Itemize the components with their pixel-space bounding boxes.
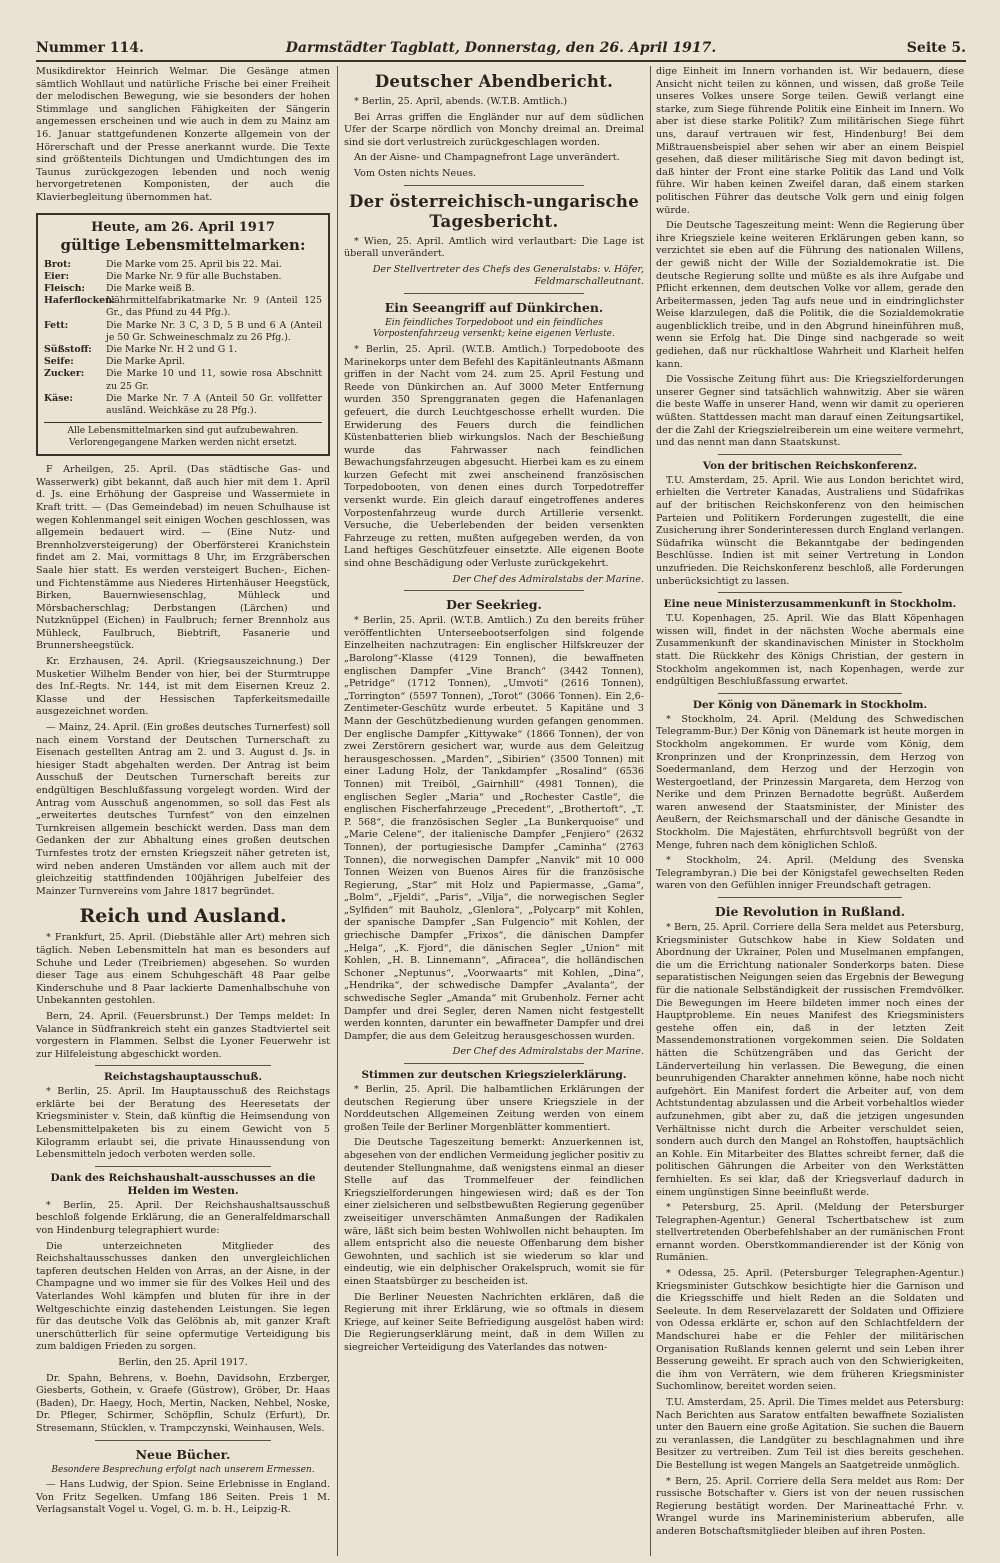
food-text: Die Marke Nr. 7 A (Anteil 50 Gr. vollfetter ausländ. Weichkäse zu 28 Pfg.). (106, 392, 322, 416)
separator (718, 693, 903, 694)
article-paragraph: dige Einheit im Innern vorhanden ist. Wir bedauern, diese Ansicht nicht teilen zu können, und wissen, daß große Teile unseres Volkes unsere Sorge teilen. Gewiß verlangt eine starke, zum Siege führende Politik eine Einheit im Innern. Wo aber ist diese starke Politik? Zum militärischen Siege führt uns, darauf vertrauen wir fest, Hindenburg! Bei dem Mißtrauensbeispiel aber sehen wir aber an einem Beispiel gesehen, daß dieser militärische Sieg mit davon bedingt ist, daß hinter der Front eine starke Politik das Land und Volk führe. Wir haben keinen Zweifel daran, daß einem starken politischen Führer das deutsche Volk gern und einig folgen würde. (656, 66, 964, 216)
separator (404, 185, 584, 186)
separator (95, 1065, 271, 1066)
article-paragraph: * Stockholm, 24. April. (Meldung des Schwedischen Telegramm-Bur.) Der König von Dänemark ist heute morgen in Stockholm angekommen. Er wurde vom König, dem Kronprinzen und der Kronprinzessin, dem Herzog von Soedermanland, dem Herzog und der Herzogin von Westergoetland, der Prinzessin Margareta, dem Herzog von Nerike und dem Prinzen Bernadotte begrüßt. Außerdem waren anwesend der Staatsminister, der Minister des Aeußern, der Reichsmarschall und der dänische Gesandte in Stockholm. Die Majestäten, ehrfurchtsvoll begrüßt von der Menge, fuhren nach dem königlichen Schloß. (656, 713, 964, 851)
duenkirchen-subtitle: Ein feindliches Torpedoboot und ein feindliches Vorpostenfahrzeug versenkt; keine eigenen Verluste. (373, 317, 615, 340)
headline-seekrieg: Der Seekrieg. (446, 597, 542, 613)
section-title-reich: Reich und Ausland. (79, 905, 287, 928)
page-number: Seite 5. (906, 40, 966, 56)
local-news: — Mainz, 24. April. (Ein großes deutsches Turnerfest) soll nach einem Vorstand der Deutschen Turnerschaft zu Eisenach gestellten Antrag am 2. und 3. August d. Js. in hiesiger Stadt abgehalten werden. Der Antrag ist beim Ausschuß der Deutschen Turnerschaft bereits zur endgültigen Beschlußfassung vorgelegt worden. Wird der Antrag vom Ausschuß angenommen, so soll das Fest als „erweitertes deutsches Turnfest“ von den einzelnen Turnkreisen allgemein beschickt werden. Dass man dem Gedanken der zur Abhaltung eines großen deutschen Turnfestes trotz der ernsten Kriegszeit näher getreten ist, wird neben anderen Umständen vor allem auch mit der gleichzeitig stattfindenden 100jährigen Jubelfeier des Mainzer Turnvereins vom Jahre 1817 begründet. (36, 722, 330, 897)
food-box-title: gültige Lebensmittelmarken: (60, 235, 306, 254)
article-paragraph: Musikdirektor Heinrich Welmar. Die Gesänge atmen sämtlich Wohllaut und natürliche Frische bei einer Freiheit der melodischen Bewegung, wie sie besonders der hohen Stimmlage und sanglichen Fähigkeiten der Sängerin angemessen erscheinen und wie auch in dem zu Mainz am 16. Januar stattgefundenen Konzerte allgemein von der Hörerschaft und der Presse anerkannt wurde. Die Texte sind größtenteils Dichtungen und Umdichtungen des im Taunus zurückgezogen lebenden und noch wenig hervorgetretenen Komponisten, der auch die Klavierbegleitung übernommen hat. (36, 66, 330, 203)
article-paragraph: * Odessa, 25. April. (Petersburger Telegraphen-Agentur.) Kriegsminister Gutschkow besichtigte hier die Garnison und die Kriegsschiffe und hielt Reden an die Soldaten und Seeleute. In dem Reservelazarett der Soldaten und Offiziere von Odessa erklärte er, schon auf den Schlachtfeldern der Mandschurei habe er die Fehler der militärischen Organisation Rußlands kennen gelernt und sein Leben ihrer Besserung geweiht. Er sprach auch von den Schwierigkeiten, die ihm von Verrätern, wie dem früheren Kriegsminister Suchomlinow, bereitet worden seien. (656, 1268, 964, 1393)
food-text: Die Marke Nr. 9 für alle Buchstaben. (106, 270, 282, 282)
food-text: Die Marke 10 und 11, sowie rosa Abschnitt zu 25 Gr. (106, 368, 322, 392)
article-paragraph: Die Deutsche Tageszeitung bemerkt: Anzuerkennen ist, abgesehen von der endlichen Vermeidung jeglicher positiv zu deutender Stellungnahme, daß wenigstens einmal an dieser Stelle auf das Trommelfeuer der feindlichen Kriegszielforderungen hingewiesen wird; daß es der Ton einer zielsicheren und selbstbewußten Regierung gegenüber zweiseitiger unverschämten Anmaßungen der Radikalen wäre, läßt sich beim besten Wohlwollen nicht behaupten. Im allem entspricht also die neueste Offenbarung dem bisher Gewohnten, und sachlich ist sie wiederum so klar und eindeutig, wie ein delphischer Orakelspruch, womit sie für einen Staatsbürger zu bescheiden ist. (344, 1137, 644, 1287)
article-paragraph: * Stockholm, 24. April. (Meldung des Svenska Telegrambyran.) Die bei der Königstafel gewechselten Reden waren von den Gefühlen inniger Freundschaft getragen. (656, 855, 964, 892)
article-paragraph: * Berlin, 25. April. (W.T.B. Amtlich.) Torpedoboote des Marinekorps unter dem Befehl des Kapitänleutnants Aßmann griffen in der Nacht vom 24. zum 25. April Festung und Reede von Dünkirchen an. Auf 3000 Meter Entfernung wurden 350 Sprenggranaten gegen die Hafenanlagen gefeuert, die durch Leuchtgeschosse erhellt wurden. Die Erwiderung des Feuers durch die feindlichen Küstenbatterien blieb wirkungslos. Nach der Beschießung wurde das Fahrwasser nach feindlichen Bewachungsfahrzeugen abgesucht. Hierbei kam es zu einem kurzen Gefecht mit zwei anscheinend französischen Torpedobooten, von denen eines durch Torpedotreffer versenkt wurde. Ein gleich darauf eingetroffenes anderes Vorpostenfahrzeug wurde durch Artillerie versenkt. Versuche, die Ueberlebenden der beiden versenkten Fahrzeuge zu retten, mußten aufgegeben werden, da von Land heftiges Geschützfeuer einsetzte. Alle eigenen Boote sind ohne Beschädigung oder Verluste zurückgekehrt. (344, 343, 644, 570)
article-signature: Der Chef des Admiralstabs der Marine. (452, 1046, 644, 1058)
article-paragraph: T.U. Amsterdam, 25. April. Wie aus London berichtet wird, erhielten die Vertreter Kanadas, Australiens und Südafrikas auf der britischen Reichskonferenz von den heimischen Parteien und Politikern Forderungen zugestellt, die eine Zusicherung ihrer Sonderinteressen durch England verlangen. Südafrika wünscht die Bekanntgabe der bedingenden Beschlüsse. Indien ist mit seiner Vertretung in London unzufrieden. Die Reichskonferenz beschloß, alle Forderungen unberücksichtigt zu lassen. (656, 474, 964, 587)
separator (718, 592, 903, 593)
food-text: Die Marke Nr. 3 C, 3 D, 5 B und 6 A (Anteil je 50 Gr. Schweineschmalz zu 26 Pfg.). (106, 319, 322, 343)
headline-stimmen: Stimmen zur deutschen Kriegszielerklärung. (361, 1069, 627, 1081)
column-rule (650, 66, 651, 1556)
article-signature: Der Stellvertreter des Chefs des Generalstabs: v. Höfer, Feldmarschalleutnant. (372, 263, 644, 288)
article-dateline: Berlin, den 25. April 1917. (118, 1356, 248, 1368)
food-row (44, 320, 322, 344)
article-paragraph: * Wien, 25. April. Amtlich wird verlautbart: Die Lage ist überall unverändert. (344, 235, 644, 260)
article-paragraph: Die Vossische Zeitung führt aus: Die Kriegszielforderungen unserer Gegner sind tatsächlich wahnwitzig. Aber sie wären die beste Waffe in unserer Hand, wenn wir damit zu operieren wüßten. Stattdessen macht man darauf einen Zeitungsartikel, der die Zahl der Kriegszielreiberein um eine weitere vermehrt, und das nennt man dann Staatskunst. (656, 374, 964, 449)
article-paragraph: Bern, 24. April. (Feuersbrunst.) Der Temps meldet: In Valance in Südfrankreich steht ein ganzes Stadtviertel seit vorgestern in Flammen. Selbst die Lyoner Feuerwehr ist zur Hilfeleistung abgeschickt worden. (36, 1010, 330, 1060)
separator (718, 454, 903, 455)
food-label: Fett: (44, 319, 69, 331)
food-label: Käse: (44, 392, 73, 404)
food-row (44, 368, 322, 392)
article-paragraph: Die Deutsche Tageszeitung meint: Wenn die Regierung über ihre Kriegsziele keine weiteren Erklärungen geben kann, so verzichtet sie eben auf die Führung des nationalen Willens, der gewiß nicht der Wille der Sozialdemokratie ist. Die deutsche Regierung sollte und müßte es als ihre Aufgabe und Pflicht erkennen, dem deutschen Volke vor allem, gerade den Arbeitermassen, jeden Tag aufs neue und in eindringlichster Weise klarzulegen, daß die Politik, die die Sozialdemokratie augenblicklich treibe, und in den Abgrund hineinführen muß, wenn sie Erfolg hat. Die Dinge sind nachgerade so weit gediehen, daß nur rückhaltlose Wahrheit und Klarheit helfen kann. (656, 220, 964, 370)
food-text: Die Marke weiß B. (106, 282, 195, 294)
food-text: Die Marke vom 25. April bis 22. Mai. (106, 258, 282, 270)
article-paragraph: T.U. Amsterdam, 25. April. Die Times meldet aus Petersburg: Nach Berichten aus Saratow entfalten bewaffnete Sozialisten unter den Bauern eine große Agitation. Sie suchen die Bauern zu veranlassen, die Landgüter zu beschlagnahmen und ihre Besitzer zu vertreiben. Zum Teil ist dies bereits geschehen. Die Bestellung ist wegen Mangels an Saatgetreide unmöglich. (656, 1397, 964, 1471)
article-paragraph: Vom Osten nichts Neues. (354, 167, 477, 179)
article-paragraph: * Frankfurt, 25. April. (Diebstähle aller Art) mehren sich täglich. Neben Lebensmitteln hat man es besonders auf Schuhe und Leder (Treibriemen) abgesehen. So wurden dieser Tage aus einem Schuhgeschäft 48 Paar gelbe Kinderschuhe und 8 Paar lackierte Damenhalbschuhe von Unbekannten gestohlen. (36, 932, 330, 1007)
article-paragraph: * Petersburg, 25. April. (Meldung der Petersburger Telegraphen-Agentur.) General Tschertbatschew ist zum stellvertretenden Oberbefehlshaber an der rumänischen Front ernannt worden. Oberstkommandierender ist der König von Rumänien. (656, 1202, 964, 1264)
food-row (44, 393, 322, 417)
article-paragraph: * Berlin, 25. April. (W.T.B. Amtlich.) Zu den bereits früher veröffentlichten Unterseebootserfolgen sind folgende Einzelheiten nachzutragen: Ein englischer Hilfskreuzer der „Barolong“-Klasse (4129 Tonnen), die bewaffneten englischen Dampfer „Vine Branch“ (3442 Tonnen), „Petridge“ (1712 Tonnen), „Umvoti“ (2616 Tonnen), „Torrington“ (5597 Tonnen), „Torot“ (3066 Tonnen). Ein 2,6-Zentimeter-Geschütz wurde erbeutet. 5 Kapitäne und 3 Mann der Geschützbedienung wurden gefangen genommen. Der englische Dampfer „Kittywake“ (1866 Tonnen), der von zwei Zerstörern gesichert war, wurde aus dem Geleitzug herausgeschossen. „Marden“, „Sibirien“ (3500 Tonnen) mit einer Ladung Holz, der Tankdampfer „Rosalind“ (6536 Tonnen) mit Treiböl, „Gairnhill“ (4981 Tonnen), die englischen Segler „Maria“ und „Rochester Castle“, die englischen Fischerfahrzeuge „Precedent“, „Brothertoft“, „T. P. 568“, die französischen Segler „La Bunkerquoise“ und „Marie Celene“, der italienische Dampfer „Fenjiero“ (2632 Tonnen), der portugiesische Dampfer „Caminha“ (2763 Tonnen), die norwegischen Dampfer „Nanvik“ mit 10 000 Tonnen Weizen von Buenos Aires für die französische Regierung, „Star“ mit Holz und Papiermasse, „Gama“, „Bolm“, „Fjeldi“, „Paris“, „Vilja“, die norwegischen Segler „Sylfiden“ mit Bauholz, „Glenlora“, „Polycarp“ mit Kohlen, der spanische Dampfer „San Fulgencio“ mit Kohlen, der griechische Dampfer „Frixos“, die dänischen Dampfer „Helga“, „K. Fjord“, die dänischen Segler „Union“ mit Kohlen, „H. B. Linnemann“, „Afiracea“, die holländischen Schoner „Neptunus“, „Voorwaarts“ mit Kohlen, „Dina“, „Hendrika“, der schwedische Dampfer „Avalanta“, der schwedische Segler „Amanda“ mit Grubenholz. Ferner acht Dampfer und drei Segler, deren Namen nicht festgestellt werden konnten, darunter ein bewaffneter Dampfer und drei Dampfer, die aus dem Geleitzug herausgeschossen wurden. (344, 615, 644, 1042)
food-text: Die Marke Nr. H 2 und G 1. (106, 343, 238, 355)
article-paragraph: * Bern, 25. April. Corriere della Sera meldet aus Petersburg, Kriegsminister Gutschkow habe in Kiew Soldaten und Abordnung der Ukrainer, Polen und Muselmanen empfangen, die um die Errichtung nationaler Sonderkorps baten. Diese separatistischen Neigungen seien das Ergebnis der Bewegung für die nationale Selbständigkeit der russischen Fremdvölker. Die Bewegungen im Heere bildeten immer noch eines der Hauptprobleme. Ein neues Manifest des Kriegsministers gestehe offen ein, daß in der letzten Zeit Massendemonstrationen vorgekommen seien. Die Soldaten hätten die Schützengräben und das Gericht der Länderverteilung hin verlassen. Die Bewegung, die einen beunruhigenden Charakter annehmen könne, habe noch nicht aufgehört. Ein Manifest fordert die Arbeiter auf, von dem Achtstundentag abzulassen und die Arbeit vorbehaltlos wieder aufzunehmen, gibt aber zu, daß die jetzigen ungesunden Verhältnisse nicht durch die Arbeiter verschuldet seien, sondern auch durch den Mangel an Rohstoffen, hauptsächlich an Kohle. Ein Mitarbeiter des Blattes schreibt ferner, daß die politischen Gährungen die Arbeiter von den Werkstätten fernhielten. Es sei klar, daß der Kriegsverlauf dadurch in einem ungünstigen Sinne beeinflußt werde. (656, 922, 964, 1198)
article-paragraph: — Hans Ludwig, der Spion. Seine Erlebnisse in England. Von Fritz Segelken. Umfang 186 Seiten. Preis 1 M. Verlagsanstalt Vogel u. Vogel, G. m. b. H., Leipzig-R. (36, 1479, 330, 1516)
food-row (44, 271, 322, 283)
food-row (44, 344, 322, 356)
headline-reichskonferenz: Von der britischen Reichskonferenz. (702, 459, 918, 472)
article-paragraph: Bei Arras griffen die Engländer nur auf dem südlichen Ufer der Scarpe nördlich von Monchy dreimal an. Dreimal sind sie dort verlustreich zurückgeschlagen worden. (344, 111, 644, 148)
newspaper-title-date: Darmstädter Tagblatt, Donnerstag, den 26. April 1917. (285, 40, 717, 56)
food-row (44, 283, 322, 295)
headline-buecher: Neue Bücher. (135, 1446, 231, 1462)
article-paragraph: * Berlin, 25. April. Die halbamtlichen Erklärungen der deutschen Regierung über unsere Kriegsziele in der Norddeutschen Allgemeinen Zeitung werden von einem großen Teile der Berliner Morgenblätter kommentiert. (344, 1084, 644, 1133)
headline-koenig-daenemark: Der König von Dänemark in Stockholm. (692, 698, 928, 711)
separator (404, 590, 584, 591)
food-label: Seife: (44, 356, 74, 368)
food-row (44, 356, 322, 368)
issue-number: Nummer 114. (36, 40, 144, 56)
headline-oesterreich: Der österreichisch-ungarische Tagesbericht. (348, 191, 639, 231)
food-label: Haferflocken: (44, 295, 116, 307)
food-box-date: Heute, am 26. April 1917 (91, 219, 275, 235)
article-paragraph: * Bern, 25. April. Corriere della Sera meldet aus Rom: Der russische Botschafter v. Giers ist von der neuen russischen Regierung bestätigt worden. Der Marineattaché Frhr. v. Wrangel wurde ins Marineministerium abberufen, alle anderen Botschaftsmitglieder bleiben auf ihren Posten. (656, 1475, 964, 1537)
article-paragraph: * Berlin, 25. April. Der Reichshaushaltsausschuß beschloß folgende Erklärung, die an Generalfeldmarschall von Hindenburg telegraphiert wurde: (36, 1199, 330, 1237)
headline-revolution: Die Revolution in Rußland. (714, 904, 906, 920)
article-paragraph: T.U. Kopenhagen, 25. April. Wie das Blatt Köpenhagen wissen will, findet in der nächsten Woche abermals eine Zusammenkunft der skandinavischen Minister in Stockholm statt. Die Rückkehr des Königs Christian, der gestern in Stockholm angekommen ist, nach Kopenhagen, werde zur endgültigen Beschlußfassung erwartet. (656, 613, 964, 688)
food-label: Fleisch: (44, 282, 86, 294)
article-paragraph: * Berlin, 25. April, abends. (W.T.B. Amtlich.) (354, 96, 568, 107)
buecher-subtitle: Besondere Besprechung erfolgt nach unserem Ermessen. (51, 1464, 315, 1475)
food-label: Brot: (44, 258, 71, 270)
column-2 (344, 66, 644, 1556)
food-label: Zucker: (44, 368, 85, 380)
local-news: F Arheilgen, 25. April. (Das städtische Gas- und Wasserwerk) gibt bekannt, daß auch hier mit dem 1. April d. Js. eine Erhöhung der Gaspreise und Wassermiete in Kraft tritt. — (Das Gemeindebad) im neuen Schulhause ist wegen Kohlenmangel seit einigen Wochen geschlossen, was allgemein bedauert wird. — (Eine Nutz- und Brennholzversteigerung) der Oberförsterei Kranichstein findet am 2. Mai, vormittags 8 Uhr, im Erzgräberschen Saale hier statt. Es werden versteigert Buchen-, Eichen- und Fichtenstämme aus Niederes Hirtenhäuser Heegstück, Birken, Bauernwiesenschlag, Mühleck und Mörsbacherschlag; Derbstangen (Lärchen) und Nutzknüppel (Eichen) in Faulbruch; ferner Brennholz aus Mühleck, Faulbruch, Biebtrift, Fasanerie und Brunnersheegstück. (36, 464, 330, 652)
headline-duenkirchen: Ein Seeangriff auf Dünkirchen. (384, 299, 604, 315)
column-1 (36, 66, 330, 1556)
food-row (44, 295, 322, 319)
column-3 (656, 66, 964, 1556)
article-paragraph: * Berlin, 25. April. Im Hauptausschuß des Reichstags erklärte bei der Beratung des Heeresetats der Kriegsminister v. Stein, daß künftig die Heimsendung von Lebensmittelpaketen bis zu einem Gewicht von 5 Kilogramm erlaubt sei, die private Hinaussendung von Lebensmitteln jedoch verboten werden solle. (36, 1086, 330, 1161)
food-text: Nährmittelfabrikatmarke Nr. 9 (Anteil 125 Gr., das Pfund zu 44 Pfg.). (106, 295, 322, 319)
column-rule (337, 66, 338, 1556)
separator (95, 1440, 271, 1441)
food-box-note: Alle Lebensmittelmarken sind gut aufzubewahren. Verlorengegangene Marken werden nicht ersetzt. (44, 422, 322, 449)
separator (404, 293, 584, 294)
article-paragraph: An der Aisne- und Champagnefront Lage unverändert. (354, 152, 620, 164)
food-label: Süßstoff: (44, 343, 92, 355)
headline-dank: Dank des Reichshaushalt-ausschusses an die Helden im Westen. (50, 1171, 316, 1197)
article-signatories: Dr. Spahn, Behrens, v. Boehn, Davidsohn, Erzberger, Giesberts, Gothein, v. Graefe (Güstrow), Gröber, Dr. Haas (Baden), Dr. Haegy, Hoch, Mertin, Nacken, Nehbel, Noske, Dr. Pfleger, Schirmer, Schöpflin, Schulz (Erfurt), Dr. Stresemann, Stücklen, v. Trampczynski, Weinhausen, Wels. (36, 1372, 330, 1434)
headline-abendbericht: Deutscher Abendbericht. (374, 72, 614, 91)
separator (404, 1063, 584, 1064)
local-news: Kr. Erzhausen, 24. April. (Kriegsauszeichnung.) Der Musketier Wilhelm Bender von hier, bei der Sturmtruppe des Inf.-Regts. Nr. 144, ist mit dem Eisernen Kreuz 2. Klasse und der Hessischen Tapferkeitsmedaille ausgezeichnet worden. (36, 656, 330, 718)
food-stamps-box (36, 213, 330, 457)
separator (95, 1166, 271, 1167)
article-paragraph: Die unterzeichneten Mitglieder des Reichshaltausschusses danken den unvergleichlichen tapferen deutschen Helden von Arras, an der Aisne, in der Champagne und wo immer sie für des Volkes Heil und des Vaterlandes Wohl kämpfen und bluten für ihre in der Weltgeschichte einzig dastehenden Leistungen. Sie legen für das deutsche Volk das Gelöbnis ab, mit ganzer Kraft unerschütterlich für seine opfermutige Verteidigung bis zum baldigen Frieden zu sorgen. (36, 1240, 330, 1353)
headline-ministerzusammenkunft: Eine neue Ministerzusammenkunft in Stockholm. (663, 598, 957, 611)
article-paragraph: Die Berliner Neuesten Nachrichten erklären, daß die Regierung mit ihrer Erklärung, wie so oftmals in diesem Kriege, auf keiner Seite Befriedigung ausgelöst haben wird: Die Regierungserklärung meint, daß in dem Willen zu siegreicher Verteidigung des Vaterlandes das notwen- (344, 1291, 644, 1353)
food-text: Die Marke April. (106, 356, 186, 368)
separator (718, 897, 903, 898)
headline-hauptausschuss: Reichstagshauptausschuß. (103, 1071, 263, 1084)
food-label: Eier: (44, 270, 70, 282)
food-row (44, 259, 322, 271)
masthead (36, 38, 966, 62)
article-signature: Der Chef des Admiralstabs der Marine. (452, 573, 644, 585)
